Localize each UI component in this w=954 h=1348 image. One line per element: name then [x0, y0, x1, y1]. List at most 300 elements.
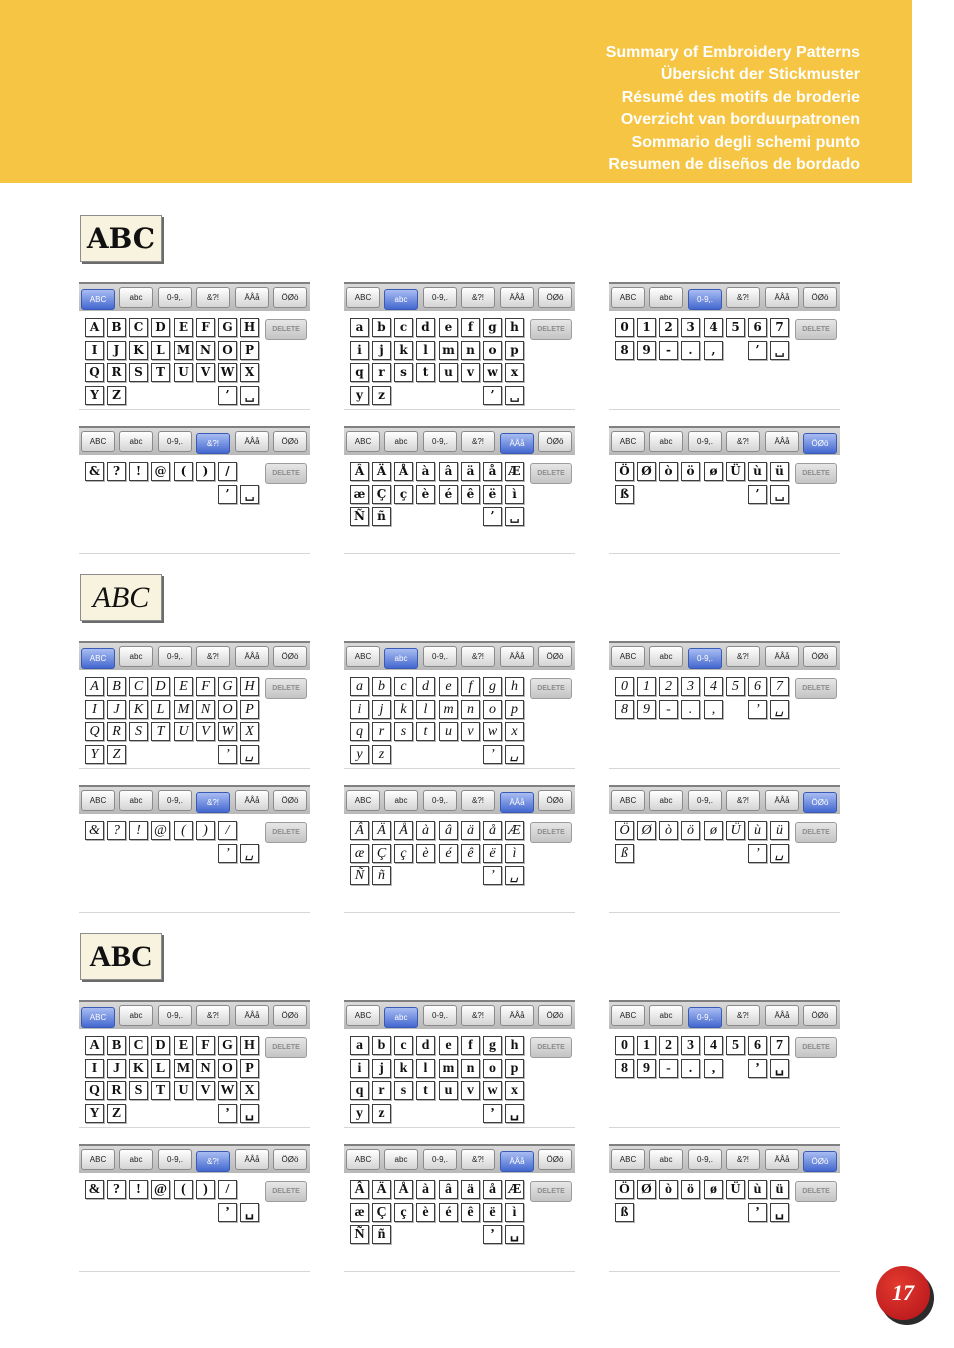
- character-key[interactable]: ñ: [372, 1225, 391, 1244]
- tab-accented-a[interactable]: ÄÅå: [765, 1149, 799, 1170]
- character-key[interactable]: 8: [615, 1059, 634, 1078]
- character-key[interactable]: 0: [615, 318, 634, 337]
- character-key[interactable]: p: [505, 1059, 524, 1078]
- character-key[interactable]: R: [107, 722, 126, 741]
- character-key[interactable]: f: [461, 677, 480, 696]
- character-key[interactable]: ê: [461, 1203, 480, 1222]
- tab-lowercase[interactable]: abc: [119, 431, 153, 452]
- character-key[interactable]: f: [461, 1036, 480, 1055]
- character-key[interactable]: w: [483, 363, 502, 382]
- space-key[interactable]: ␣: [505, 1104, 524, 1123]
- delete-button[interactable]: DELETE: [265, 822, 307, 843]
- character-key[interactable]: P: [240, 700, 259, 719]
- character-key[interactable]: U: [174, 722, 193, 741]
- font-sample-swatch[interactable]: ABC: [80, 215, 162, 262]
- character-key[interactable]: j: [372, 700, 391, 719]
- character-key[interactable]: ì: [505, 485, 524, 504]
- character-key[interactable]: e: [439, 318, 458, 337]
- character-key[interactable]: u: [439, 722, 458, 741]
- tab-uppercase[interactable]: ABC: [611, 431, 645, 452]
- character-key[interactable]: K: [129, 341, 148, 360]
- character-key[interactable]: D: [151, 318, 170, 337]
- character-key[interactable]: j: [372, 1059, 391, 1078]
- character-key[interactable]: u: [439, 1081, 458, 1100]
- tab-accented-o[interactable]: ÖØö: [273, 287, 307, 308]
- character-key[interactable]: æ: [350, 1203, 369, 1222]
- tab-accented-o[interactable]: ÖØö: [273, 1149, 307, 1170]
- character-key[interactable]: J: [107, 700, 126, 719]
- tab-numbers[interactable]: 0-9,.: [158, 1149, 192, 1170]
- tab-numbers[interactable]: 0-9,.: [158, 646, 192, 667]
- tab-accented-a[interactable]: ÄÅå: [765, 287, 799, 308]
- character-key[interactable]: -: [659, 1059, 678, 1078]
- character-key[interactable]: 4: [704, 677, 723, 696]
- character-key[interactable]: N: [196, 1059, 215, 1078]
- space-key[interactable]: ␣: [505, 866, 524, 885]
- character-key[interactable]: !: [129, 1180, 148, 1199]
- character-key[interactable]: K: [129, 700, 148, 719]
- character-key[interactable]: f: [461, 318, 480, 337]
- character-key[interactable]: B: [107, 1036, 126, 1055]
- character-key[interactable]: .: [681, 341, 700, 360]
- character-key[interactable]: è: [416, 1203, 435, 1222]
- tab-symbols[interactable]: &?!: [461, 1149, 495, 1170]
- tab-lowercase[interactable]: abc: [119, 790, 153, 811]
- character-key[interactable]: ü: [770, 1180, 789, 1199]
- character-key[interactable]: X: [240, 722, 259, 741]
- character-key[interactable]: c: [394, 677, 413, 696]
- tab-accented-o[interactable]: ÖØö: [273, 1005, 307, 1026]
- character-key[interactable]: k: [394, 341, 413, 360]
- character-key[interactable]: r: [372, 722, 391, 741]
- tab-accented-o[interactable]: ÖØö: [803, 1005, 837, 1026]
- character-key[interactable]: Y: [85, 1104, 104, 1123]
- delete-button[interactable]: DELETE: [530, 319, 572, 340]
- character-key[interactable]: ë: [483, 485, 502, 504]
- character-key[interactable]: Æ: [505, 821, 524, 840]
- character-key[interactable]: à: [416, 821, 435, 840]
- character-key[interactable]: 7: [770, 1036, 789, 1055]
- character-key[interactable]: ’: [218, 1104, 237, 1123]
- character-key[interactable]: å: [483, 821, 502, 840]
- tab-symbols[interactable]: &?!: [726, 287, 760, 308]
- tab-uppercase[interactable]: ABC: [81, 790, 115, 811]
- character-key[interactable]: 0: [615, 1036, 634, 1055]
- tab-symbols[interactable]: &?!: [726, 790, 760, 811]
- tab-uppercase[interactable]: ABC: [346, 646, 380, 667]
- character-key[interactable]: y: [350, 1104, 369, 1123]
- character-key[interactable]: y: [350, 386, 369, 405]
- tab-accented-o[interactable]: ÖØö: [538, 1149, 572, 1170]
- character-key[interactable]: I: [85, 341, 104, 360]
- character-key[interactable]: e: [439, 1036, 458, 1055]
- character-key[interactable]: E: [174, 1036, 193, 1055]
- tab-accented-a[interactable]: ÄÅå: [235, 1005, 269, 1026]
- tab-accented-a[interactable]: ÄÅå: [500, 646, 534, 667]
- character-key[interactable]: ’: [218, 485, 237, 504]
- tab-accented-a[interactable]: ÄÅå: [235, 1149, 269, 1170]
- character-key[interactable]: n: [461, 1059, 480, 1078]
- character-key[interactable]: ’: [748, 1203, 767, 1222]
- character-key[interactable]: 5: [726, 318, 745, 337]
- tab-numbers[interactable]: 0-9,.: [158, 287, 192, 308]
- tab-lowercase[interactable]: abc: [119, 1149, 153, 1170]
- character-key[interactable]: 3: [681, 318, 700, 337]
- character-key[interactable]: c: [394, 1036, 413, 1055]
- tab-lowercase[interactable]: abc: [649, 287, 683, 308]
- character-key[interactable]: P: [240, 341, 259, 360]
- character-key[interactable]: i: [350, 1059, 369, 1078]
- tab-uppercase[interactable]: ABC: [346, 1149, 380, 1170]
- character-key[interactable]: Ñ: [350, 507, 369, 526]
- tab-numbers[interactable]: 0-9,.: [423, 646, 457, 667]
- character-key[interactable]: @: [151, 1180, 170, 1199]
- character-key[interactable]: ,: [704, 1059, 723, 1078]
- character-key[interactable]: Å: [394, 462, 413, 481]
- character-key[interactable]: V: [196, 722, 215, 741]
- character-key[interactable]: ’: [218, 386, 237, 405]
- delete-button[interactable]: DELETE: [530, 678, 572, 699]
- character-key[interactable]: /: [218, 1180, 237, 1199]
- tab-accented-a[interactable]: ÄÅå: [765, 1005, 799, 1026]
- tab-accented-o[interactable]: ÖØö: [803, 646, 837, 667]
- tab-uppercase[interactable]: ABC: [81, 289, 115, 310]
- character-key[interactable]: N: [196, 341, 215, 360]
- tab-numbers[interactable]: 0-9,.: [688, 431, 722, 452]
- character-key[interactable]: (: [174, 821, 193, 840]
- character-key[interactable]: r: [372, 1081, 391, 1100]
- tab-accented-o[interactable]: ÖØö: [273, 790, 307, 811]
- tab-uppercase[interactable]: ABC: [611, 1005, 645, 1026]
- tab-uppercase[interactable]: ABC: [346, 1005, 380, 1026]
- delete-button[interactable]: DELETE: [530, 1181, 572, 1202]
- character-key[interactable]: t: [416, 722, 435, 741]
- character-key[interactable]: O: [218, 700, 237, 719]
- character-key[interactable]: â: [439, 1180, 458, 1199]
- tab-symbols[interactable]: &?!: [461, 1005, 495, 1026]
- character-key[interactable]: s: [394, 722, 413, 741]
- character-key[interactable]: ’: [483, 866, 502, 885]
- character-key[interactable]: F: [196, 318, 215, 337]
- character-key[interactable]: Q: [85, 363, 104, 382]
- character-key[interactable]: 6: [748, 677, 767, 696]
- character-key[interactable]: o: [483, 341, 502, 360]
- character-key[interactable]: ’: [218, 745, 237, 764]
- character-key[interactable]: 2: [659, 677, 678, 696]
- tab-symbols[interactable]: &?!: [461, 431, 495, 452]
- character-key[interactable]: Â: [350, 1180, 369, 1199]
- tab-symbols[interactable]: &?!: [726, 646, 760, 667]
- character-key[interactable]: (: [174, 462, 193, 481]
- character-key[interactable]: q: [350, 363, 369, 382]
- character-key[interactable]: R: [107, 363, 126, 382]
- tab-accented-o[interactable]: ÖØö: [273, 646, 307, 667]
- character-key[interactable]: ê: [461, 844, 480, 863]
- character-key[interactable]: Z: [107, 386, 126, 405]
- tab-symbols[interactable]: &?!: [726, 1005, 760, 1026]
- character-key[interactable]: ): [196, 462, 215, 481]
- character-key[interactable]: Ü: [726, 821, 745, 840]
- character-key[interactable]: E: [174, 318, 193, 337]
- character-key[interactable]: s: [394, 1081, 413, 1100]
- delete-button[interactable]: DELETE: [795, 1181, 837, 1202]
- character-key[interactable]: t: [416, 1081, 435, 1100]
- space-key[interactable]: ␣: [240, 1104, 259, 1123]
- character-key[interactable]: M: [174, 700, 193, 719]
- character-key[interactable]: b: [372, 677, 391, 696]
- character-key[interactable]: ù: [748, 821, 767, 840]
- tab-numbers[interactable]: 0-9,.: [158, 1005, 192, 1026]
- font-sample-swatch[interactable]: ABC: [80, 574, 162, 621]
- character-key[interactable]: M: [174, 341, 193, 360]
- character-key[interactable]: m: [439, 1059, 458, 1078]
- character-key[interactable]: 5: [726, 677, 745, 696]
- tab-accented-a[interactable]: ÄÅå: [500, 1005, 534, 1026]
- tab-uppercase[interactable]: ABC: [346, 431, 380, 452]
- character-key[interactable]: ’: [483, 1104, 502, 1123]
- character-key[interactable]: S: [129, 722, 148, 741]
- character-key[interactable]: è: [416, 844, 435, 863]
- character-key[interactable]: 1: [637, 677, 656, 696]
- character-key[interactable]: ’: [218, 844, 237, 863]
- character-key[interactable]: ö: [681, 1180, 700, 1199]
- character-key[interactable]: Ø: [637, 821, 656, 840]
- space-key[interactable]: ␣: [505, 1225, 524, 1244]
- tab-numbers[interactable]: 0-9,.: [423, 790, 457, 811]
- space-key[interactable]: ␣: [770, 1203, 789, 1222]
- character-key[interactable]: m: [439, 700, 458, 719]
- character-key[interactable]: n: [461, 341, 480, 360]
- character-key[interactable]: ’: [483, 745, 502, 764]
- character-key[interactable]: L: [151, 1059, 170, 1078]
- tab-numbers[interactable]: 0-9,.: [688, 289, 722, 310]
- tab-uppercase[interactable]: ABC: [611, 790, 645, 811]
- character-key[interactable]: C: [129, 677, 148, 696]
- tab-lowercase[interactable]: abc: [119, 646, 153, 667]
- character-key[interactable]: é: [439, 1203, 458, 1222]
- character-key[interactable]: G: [218, 318, 237, 337]
- tab-numbers[interactable]: 0-9,.: [158, 431, 192, 452]
- character-key[interactable]: ò: [659, 1180, 678, 1199]
- character-key[interactable]: (: [174, 1180, 193, 1199]
- character-key[interactable]: ’: [748, 485, 767, 504]
- character-key[interactable]: S: [129, 363, 148, 382]
- character-key[interactable]: ù: [748, 1180, 767, 1199]
- delete-button[interactable]: DELETE: [795, 822, 837, 843]
- character-key[interactable]: Ñ: [350, 1225, 369, 1244]
- tab-accented-o[interactable]: ÖØö: [538, 790, 572, 811]
- character-key[interactable]: r: [372, 363, 391, 382]
- character-key[interactable]: X: [240, 1081, 259, 1100]
- character-key[interactable]: å: [483, 462, 502, 481]
- character-key[interactable]: K: [129, 1059, 148, 1078]
- tab-lowercase[interactable]: abc: [119, 287, 153, 308]
- tab-accented-o[interactable]: ÖØö: [803, 433, 837, 454]
- tab-numbers[interactable]: 0-9,.: [158, 790, 192, 811]
- character-key[interactable]: ø: [704, 821, 723, 840]
- character-key[interactable]: q: [350, 722, 369, 741]
- character-key[interactable]: é: [439, 485, 458, 504]
- character-key[interactable]: v: [461, 722, 480, 741]
- character-key[interactable]: D: [151, 677, 170, 696]
- character-key[interactable]: V: [196, 1081, 215, 1100]
- tab-numbers[interactable]: 0-9,.: [688, 1007, 722, 1028]
- character-key[interactable]: v: [461, 363, 480, 382]
- character-key[interactable]: W: [218, 722, 237, 741]
- character-key[interactable]: Ü: [726, 462, 745, 481]
- tab-numbers[interactable]: 0-9,.: [423, 431, 457, 452]
- character-key[interactable]: k: [394, 700, 413, 719]
- character-key[interactable]: a: [350, 677, 369, 696]
- tab-lowercase[interactable]: abc: [384, 1149, 418, 1170]
- space-key[interactable]: ␣: [240, 386, 259, 405]
- space-key[interactable]: ␣: [240, 485, 259, 504]
- character-key[interactable]: ì: [505, 1203, 524, 1222]
- tab-lowercase[interactable]: abc: [384, 790, 418, 811]
- character-key[interactable]: æ: [350, 485, 369, 504]
- character-key[interactable]: 2: [659, 1036, 678, 1055]
- character-key[interactable]: P: [240, 1059, 259, 1078]
- character-key[interactable]: H: [240, 318, 259, 337]
- character-key[interactable]: g: [483, 318, 502, 337]
- tab-accented-o[interactable]: ÖØö: [538, 431, 572, 452]
- character-key[interactable]: X: [240, 363, 259, 382]
- character-key[interactable]: 0: [615, 677, 634, 696]
- character-key[interactable]: U: [174, 363, 193, 382]
- character-key[interactable]: L: [151, 700, 170, 719]
- tab-numbers[interactable]: 0-9,.: [423, 1149, 457, 1170]
- character-key[interactable]: .: [681, 700, 700, 719]
- character-key[interactable]: -: [659, 700, 678, 719]
- delete-button[interactable]: DELETE: [795, 1037, 837, 1058]
- character-key[interactable]: h: [505, 318, 524, 337]
- tab-accented-o[interactable]: ÖØö: [803, 287, 837, 308]
- character-key[interactable]: Ö: [615, 462, 634, 481]
- character-key[interactable]: 1: [637, 1036, 656, 1055]
- font-sample-swatch[interactable]: ABC: [80, 933, 162, 980]
- tab-lowercase[interactable]: abc: [649, 790, 683, 811]
- character-key[interactable]: S: [129, 1081, 148, 1100]
- character-key[interactable]: ?: [107, 821, 126, 840]
- character-key[interactable]: Æ: [505, 462, 524, 481]
- character-key[interactable]: A: [85, 318, 104, 337]
- character-key[interactable]: Y: [85, 745, 104, 764]
- character-key[interactable]: 1: [637, 318, 656, 337]
- character-key[interactable]: B: [107, 318, 126, 337]
- character-key[interactable]: W: [218, 1081, 237, 1100]
- character-key[interactable]: 7: [770, 318, 789, 337]
- character-key[interactable]: &: [85, 821, 104, 840]
- tab-lowercase[interactable]: abc: [649, 1005, 683, 1026]
- delete-button[interactable]: DELETE: [265, 1181, 307, 1202]
- character-key[interactable]: ’: [748, 1059, 767, 1078]
- space-key[interactable]: ␣: [770, 1059, 789, 1078]
- character-key[interactable]: v: [461, 1081, 480, 1100]
- character-key[interactable]: x: [505, 722, 524, 741]
- character-key[interactable]: J: [107, 341, 126, 360]
- tab-accented-a[interactable]: ÄÅå: [235, 646, 269, 667]
- character-key[interactable]: u: [439, 363, 458, 382]
- character-key[interactable]: ç: [394, 485, 413, 504]
- character-key[interactable]: w: [483, 722, 502, 741]
- tab-lowercase[interactable]: abc: [384, 431, 418, 452]
- character-key[interactable]: ’: [748, 341, 767, 360]
- character-key[interactable]: a: [350, 1036, 369, 1055]
- character-key[interactable]: A: [85, 1036, 104, 1055]
- tab-symbols[interactable]: &?!: [196, 433, 230, 454]
- character-key[interactable]: z: [372, 386, 391, 405]
- tab-accented-o[interactable]: ÖØö: [538, 646, 572, 667]
- character-key[interactable]: O: [218, 341, 237, 360]
- character-key[interactable]: b: [372, 318, 391, 337]
- character-key[interactable]: J: [107, 1059, 126, 1078]
- character-key[interactable]: Â: [350, 462, 369, 481]
- character-key[interactable]: ø: [704, 1180, 723, 1199]
- character-key[interactable]: Q: [85, 1081, 104, 1100]
- character-key[interactable]: /: [218, 821, 237, 840]
- space-key[interactable]: ␣: [505, 507, 524, 526]
- character-key[interactable]: ß: [615, 1203, 634, 1222]
- character-key[interactable]: ê: [461, 485, 480, 504]
- space-key[interactable]: ␣: [240, 844, 259, 863]
- character-key[interactable]: .: [681, 1059, 700, 1078]
- character-key[interactable]: /: [218, 462, 237, 481]
- character-key[interactable]: å: [483, 1180, 502, 1199]
- character-key[interactable]: l: [416, 341, 435, 360]
- delete-button[interactable]: DELETE: [265, 463, 307, 484]
- character-key[interactable]: 8: [615, 700, 634, 719]
- tab-accented-a[interactable]: ÄÅå: [235, 790, 269, 811]
- tab-symbols[interactable]: &?!: [461, 790, 495, 811]
- delete-button[interactable]: DELETE: [795, 319, 837, 340]
- character-key[interactable]: 2: [659, 318, 678, 337]
- character-key[interactable]: d: [416, 677, 435, 696]
- character-key[interactable]: Ç: [372, 1203, 391, 1222]
- character-key[interactable]: ø: [704, 462, 723, 481]
- character-key[interactable]: 8: [615, 341, 634, 360]
- character-key[interactable]: q: [350, 1081, 369, 1100]
- character-key[interactable]: !: [129, 462, 148, 481]
- character-key[interactable]: ä: [461, 462, 480, 481]
- character-key[interactable]: g: [483, 1036, 502, 1055]
- character-key[interactable]: 9: [637, 341, 656, 360]
- character-key[interactable]: @: [151, 821, 170, 840]
- character-key[interactable]: w: [483, 1081, 502, 1100]
- tab-accented-a[interactable]: ÄÅå: [500, 792, 534, 813]
- character-key[interactable]: z: [372, 1104, 391, 1123]
- character-key[interactable]: 4: [704, 1036, 723, 1055]
- character-key[interactable]: !: [129, 821, 148, 840]
- character-key[interactable]: o: [483, 1059, 502, 1078]
- delete-button[interactable]: DELETE: [530, 463, 572, 484]
- character-key[interactable]: x: [505, 363, 524, 382]
- character-key[interactable]: i: [350, 700, 369, 719]
- character-key[interactable]: ù: [748, 462, 767, 481]
- tab-accented-a[interactable]: ÄÅå: [235, 431, 269, 452]
- character-key[interactable]: Y: [85, 386, 104, 405]
- character-key[interactable]: ’: [483, 386, 502, 405]
- character-key[interactable]: ?: [107, 462, 126, 481]
- tab-numbers[interactable]: 0-9,.: [688, 1149, 722, 1170]
- tab-lowercase[interactable]: abc: [649, 646, 683, 667]
- character-key[interactable]: ö: [681, 462, 700, 481]
- character-key[interactable]: l: [416, 1059, 435, 1078]
- space-key[interactable]: ␣: [240, 745, 259, 764]
- space-key[interactable]: ␣: [240, 1203, 259, 1222]
- character-key[interactable]: ò: [659, 821, 678, 840]
- character-key[interactable]: V: [196, 363, 215, 382]
- character-key[interactable]: T: [151, 1081, 170, 1100]
